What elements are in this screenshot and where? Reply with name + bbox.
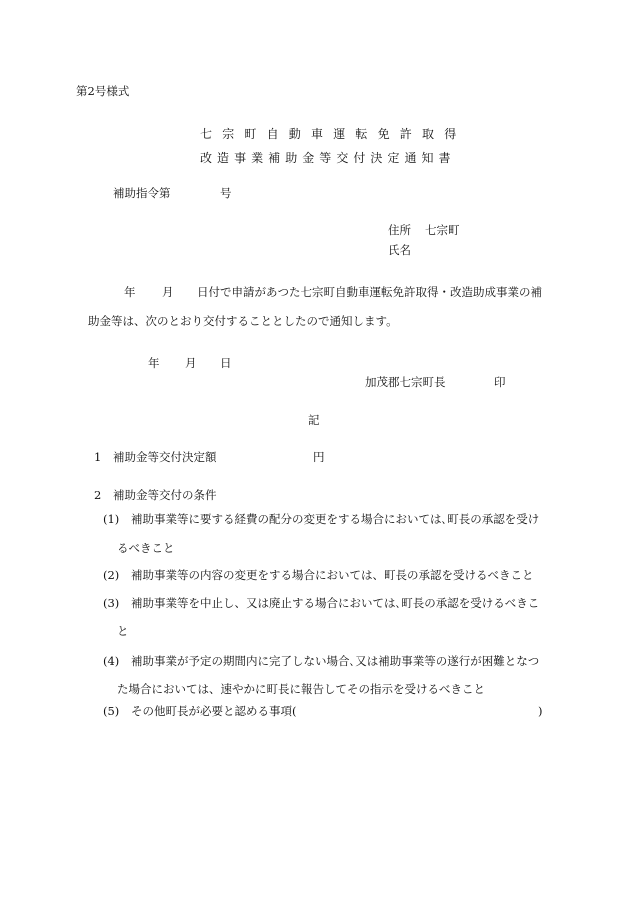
condition-2-line-1: 補助事業等の内容の変更をする場合においては、町長の承認を受けるべきこと — [131, 568, 534, 582]
address-value: 七宗町 — [425, 223, 460, 237]
condition-3-line-1: 補助事業等を中止し、又は廃止する場合においては､町長の承認を受けるべきこ — [131, 596, 540, 610]
title-line-2: 改造事業補助金等交付決定通知書 — [200, 151, 456, 165]
date-day: 日 — [220, 356, 232, 370]
ki-heading: 記 — [308, 413, 320, 427]
item-1-label: 補助金等交付決定額 — [113, 450, 217, 464]
directive-suffix: 号 — [220, 186, 232, 200]
body-line-2: 助金等は、次のとおり交付することとしたので通知します。 — [88, 314, 398, 328]
title-line-1: 七宗町自動車運転免許取得 — [200, 127, 467, 141]
condition-1-number: (1) — [103, 512, 120, 526]
body-line-1: 日付で申請があつた七宗町自動車運転免許取得・改造助成事業の補 — [197, 285, 542, 299]
form-number: 第2号様式 — [76, 84, 130, 98]
condition-4-number: (4) — [103, 654, 120, 668]
name-label: 氏名 — [388, 243, 411, 257]
condition-2-number: (2) — [103, 568, 120, 582]
condition-5-number: (5) — [103, 704, 120, 718]
condition-5-close-paren: ) — [538, 704, 543, 718]
directive-label: 補助指令第 — [113, 186, 171, 200]
body-month: 月 — [162, 285, 174, 299]
item-1-number: 1 — [94, 450, 102, 464]
condition-3-line-2: と — [117, 624, 129, 638]
item-1-unit: 円 — [313, 450, 325, 464]
condition-5-line-1: その他町長が必要と認める事項( — [131, 704, 297, 718]
item-2-number: 2 — [94, 488, 102, 502]
condition-3-number: (3) — [103, 596, 120, 610]
item-2-label: 補助金等交付の条件 — [113, 488, 217, 502]
issuer-seal: 印 — [494, 375, 506, 389]
date-month: 月 — [185, 356, 197, 370]
condition-4-line-1: 補助事業が予定の期間内に完了しない場合､又は補助事業等の遂行が困難となつ — [131, 654, 540, 668]
date-year: 年 — [148, 356, 160, 370]
address-label: 住所 — [388, 223, 411, 237]
issuer-name: 加茂郡七宗町長 — [365, 375, 446, 389]
body-year: 年 — [124, 285, 136, 299]
condition-4-line-2: た場合においては、速やかに町長に報告してその指示を受けるべきこと — [117, 682, 485, 696]
condition-1-line-1: 補助事業等に要する経費の配分の変更をする場合においては､町長の承認を受け — [131, 512, 540, 526]
condition-1-line-2: るべきこと — [117, 541, 175, 555]
